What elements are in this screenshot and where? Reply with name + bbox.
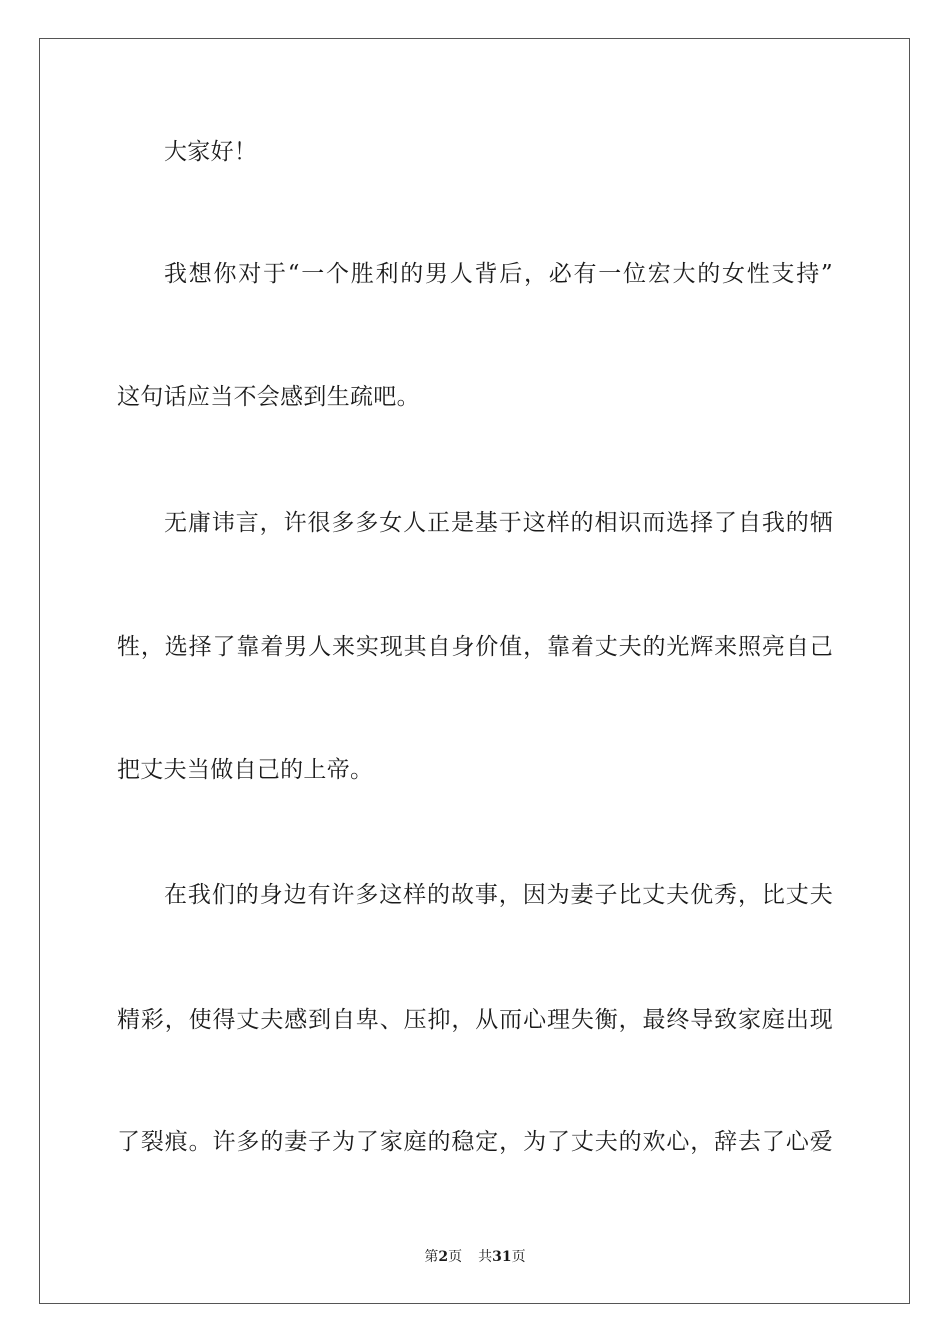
footer-page-suffix: 页 — [448, 1249, 463, 1265]
footer-total-suffix: 页 — [511, 1249, 526, 1265]
text-line-3: 这句话应当不会感到生疏吧。 — [117, 384, 420, 410]
text-line-5: 牲，选择了靠着男人来实现其自身价值，靠着丈夫的光辉来照亮自己 — [117, 634, 833, 660]
text-line-4: 无庸讳言，许很多多女人正是基于这样的相识而选择了自我的牺 — [164, 510, 833, 536]
text-line-9: 了裂痕。许多的妻子为了家庭的稳定，为了丈夫的欢心，辞去了心爱 — [117, 1129, 833, 1155]
text-line-1: 大家好！ — [164, 139, 258, 165]
text-line-6: 把丈夫当做自己的上帝。 — [117, 757, 374, 783]
page-border — [39, 38, 910, 1304]
footer-page-prefix: 第 — [424, 1249, 439, 1265]
text-line-7: 在我们的身边有许多这样的故事，因为妻子比丈夫优秀，比丈夫 — [164, 882, 833, 908]
text-line-2: 我想你对于“一个胜利的男人背后，必有一位宏大的女性支持” — [164, 261, 833, 287]
footer-total-pages: 31 — [492, 1249, 512, 1265]
page-footer — [0, 1248, 950, 1266]
text-line-8: 精彩，使得丈夫感到自卑、压抑，从而心理失衡，最终导致家庭出现 — [117, 1007, 833, 1033]
footer-page-number: 2 — [438, 1249, 449, 1265]
footer-total-prefix: 共 — [478, 1249, 493, 1265]
